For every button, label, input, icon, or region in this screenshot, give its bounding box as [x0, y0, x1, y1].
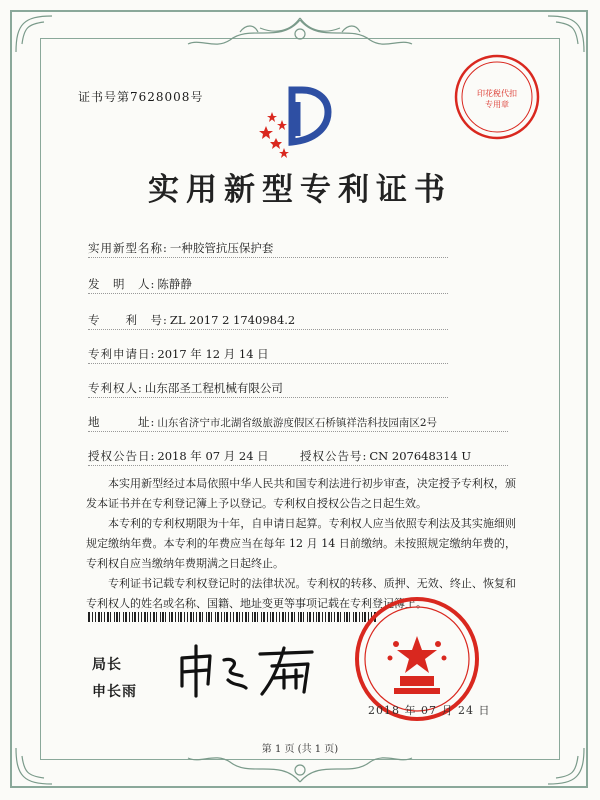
grant-date-field [88, 448, 269, 464]
corner-ornament-icon [546, 14, 586, 54]
director-signature-icon [172, 640, 322, 700]
field-value: 2017 年 12 月 14 日 [157, 347, 269, 361]
filing-date-field [88, 346, 269, 362]
barcode-icon [88, 612, 378, 622]
field-label: 授权公告日: [88, 449, 156, 463]
field-label: 专利申请日: [88, 347, 156, 361]
field-value: ZL 2017 2 1740984.2 [169, 313, 296, 327]
bottom-ornament-icon [180, 752, 420, 788]
field-label: 授权公告号: [300, 449, 368, 463]
seal-date: 2018 年 07 月 24 日 [368, 704, 491, 717]
term-paragraph: 本专利的专利权期限为十年，自申请日起算。专利权人应当依照专利法及其实施细则规定缴纳年费。本专利的年费应当在每年 12 月 14 日前缴纳。未按照规定缴纳年费的，专利权自应当缴纳年费期满之日起终止。 [86, 517, 516, 570]
dotted-rule [88, 431, 508, 432]
corner-ornament-icon [14, 14, 54, 54]
agency-seal-text: 印花税代扣专用章 [477, 89, 517, 109]
address-field [88, 414, 437, 430]
dotted-rule [88, 329, 448, 330]
inventor-field [88, 276, 192, 292]
field-value: 一种胶管抗压保护套 [169, 241, 274, 255]
director-role: 局长 [92, 657, 122, 673]
dotted-rule [88, 397, 448, 398]
dotted-rule [88, 257, 448, 258]
director-name: 申长雨 [92, 684, 137, 700]
grant-paragraph: 本实用新型经过本局依照中华人民共和国专利法进行初步审查，决定授予专利权，颁发本证书并在专利登记簿上予以登记。专利权自授权公告之日起生效。 [86, 477, 516, 510]
field-value: 山东邵圣工程机械有限公司 [144, 381, 283, 395]
field-label: 地 址: [88, 415, 156, 429]
dotted-rule [88, 465, 508, 466]
certificate-number: 证书号第7628008号 [78, 90, 204, 104]
dotted-rule [88, 363, 448, 364]
field-value: 2018 年 07 月 24 日 [157, 449, 269, 463]
patent-number-field [88, 312, 295, 328]
patentee-field [88, 380, 283, 396]
field-value: CN 207648314 U [369, 449, 472, 463]
grant-number-field [300, 448, 471, 464]
field-value: 陈静静 [157, 277, 192, 291]
field-label: 发 明 人: [88, 277, 156, 291]
patent-office-logo-icon [254, 82, 344, 162]
field-label: 专利权人: [88, 381, 143, 395]
field-label: 专 利 号: [88, 313, 168, 327]
top-ornament-icon [180, 14, 420, 54]
certificate-title: 实用新型专利证书 [148, 172, 452, 208]
legal-status-paragraph: 专利证书记载专利权登记时的法律状况。专利权的转移、质押、无效、终止、恢复和专利权人的姓名或名称、国籍、地址变更等事项记载在专利登记簿上。 [86, 577, 516, 610]
page-number: 第 1 页 (共 1 页) [261, 744, 339, 755]
field-value: 山东省济宁市北湖省级旅游度假区石桥镇祥浩科技园南区2号 [157, 417, 438, 429]
dotted-rule [88, 293, 448, 294]
utility-model-name-field [88, 240, 273, 256]
field-label: 实用新型名称: [88, 241, 168, 255]
